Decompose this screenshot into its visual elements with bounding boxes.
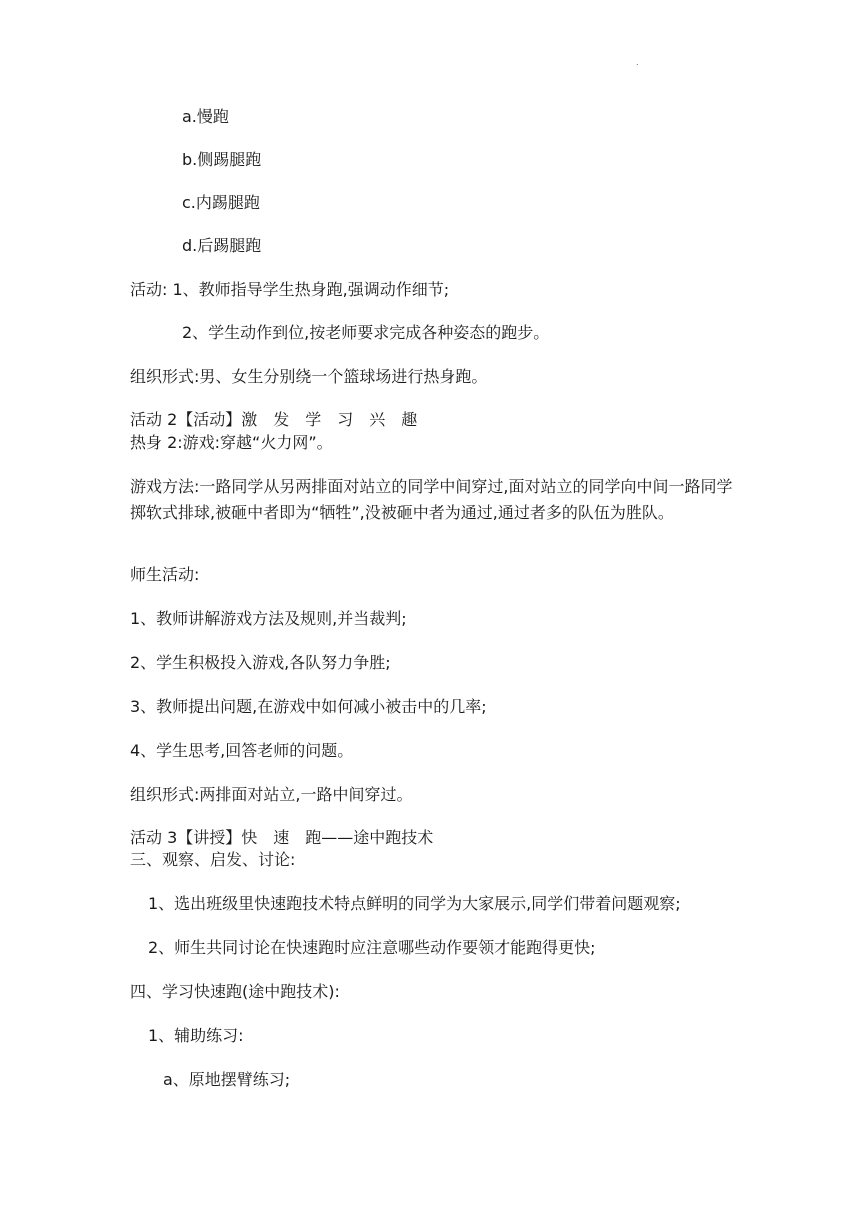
game-method-paragraph: 游戏方法:一路同学从另两排面对站立的同学中间穿过,面对站立的同学向中间一路同学掷软式排球,被砸中者即为“牺牲”,没被砸中者为通过,通过者多的队伍为胜队。 [130,477,733,522]
page-dot: . [636,58,639,67]
list-item-b: b.侧踢腿跑 [182,150,262,169]
part-4-heading: 四、学习快速跑(途中跑技术): [130,982,340,1001]
organization-form-1: 组织形式:男、女生分别绕一个篮球场进行热身跑。 [130,367,488,386]
section-3-title: 活动 3【讲授】快 速 跑——途中跑技术 [130,828,434,847]
list-item-a: a.慢跑 [182,107,229,126]
part-4-item-1a: a、原地摆臂练习; [163,1070,291,1089]
activity-line-2: 2、学生动作到位,按老师要求完成各种姿态的跑步。 [182,323,550,342]
section-2-title: 活动 2【活动】激 发 学 习 兴 趣 [130,410,418,429]
step-4: 4、学生思考,回答老师的问题。 [130,741,354,760]
list-item-d: d.后踢腿跑 [182,236,262,255]
list-item-c: c.内踢腿跑 [182,193,260,212]
organization-form-2: 组织形式:两排面对站立,一路中间穿过。 [130,785,413,804]
part-3-item-2: 2、师生共同讨论在快速跑时应注意哪些动作要领才能跑得更快; [148,938,596,957]
step-3: 3、教师提出问题,在游戏中如何减小被击中的几率; [130,697,487,716]
warmup-2: 热身 2:游戏:穿越“火力网”。 [130,433,333,452]
part-4-item-1: 1、辅助练习: [148,1026,244,1045]
part-3-item-1: 1、选出班级里快速跑技术特点鲜明的同学为大家展示,同学们带着问题观察; [148,894,681,913]
step-2: 2、学生积极投入游戏,各队努力争胜; [130,653,391,672]
activity-line-1: 活动: 1、教师指导学生热身跑,强调动作细节; [130,280,450,299]
part-3-heading: 三、观察、启发、讨论: [130,850,296,869]
teacher-student-activity-label: 师生活动: [130,565,200,584]
step-1: 1、教师讲解游戏方法及规则,并当裁判; [130,609,407,628]
